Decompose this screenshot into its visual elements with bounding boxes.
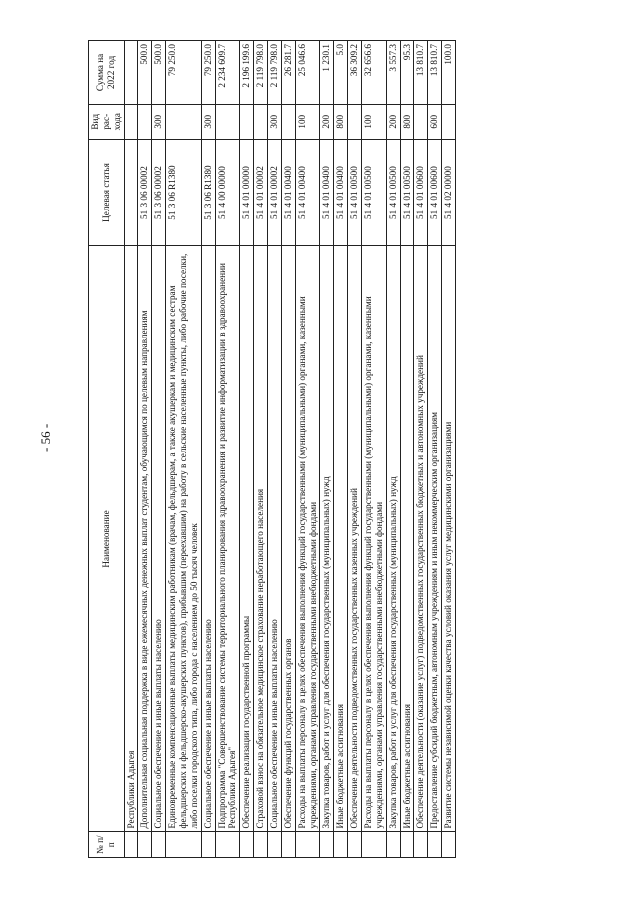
table-row <box>152 41 166 858</box>
cell-name: Обеспечение деятельности (оказание услуг) подведомственных государственных бюджетных и автономных учреждений <box>414 246 428 832</box>
table-body <box>124 41 455 858</box>
budget-table-sheet <box>88 40 558 858</box>
cell-name: Подпрограмма "Совершенствование системы территориального планирования здравоохранения и развитие информатизации в здравоохранении Республики Адыгея" <box>215 246 240 832</box>
cell-sum: 500.0 <box>152 41 166 105</box>
cell-kind <box>240 104 254 139</box>
header-name: Наименование <box>89 246 125 832</box>
cell-no <box>295 832 320 858</box>
header-no: № п/п <box>89 832 125 858</box>
cell-kind: 300 <box>268 104 282 139</box>
cell-no <box>124 832 138 858</box>
cell-sum: 5.0 <box>334 41 348 105</box>
cell-target: 51 4 02 00000 <box>442 139 456 246</box>
cell-target: 51 4 01 00002 <box>254 139 268 246</box>
cell-kind: 100 <box>295 104 320 139</box>
cell-sum: 2 196 199.6 <box>240 41 254 105</box>
cell-sum: 2 119 798.0 <box>254 41 268 105</box>
cell-sum: 25 046.6 <box>295 41 320 105</box>
cell-name: Обеспечение деятельности подведомственных государственных казенных учреждений <box>348 246 362 832</box>
cell-kind: 300 <box>152 104 166 139</box>
cell-target: 51 3 06 00002 <box>138 139 152 246</box>
table-header-row <box>89 41 125 858</box>
cell-target: 51 3 06 00002 <box>152 139 166 246</box>
cell-sum <box>124 41 138 105</box>
cell-target: 51 4 01 00500 <box>348 139 362 246</box>
cell-name: Республики Адыгея <box>124 246 138 832</box>
cell-no <box>240 832 254 858</box>
cell-kind <box>124 104 138 139</box>
cell-target: 51 3 06 R1380 <box>201 139 215 246</box>
cell-kind: 800 <box>334 104 348 139</box>
cell-target: 51 4 01 00500 <box>400 139 414 246</box>
cell-name: Единовременные компенсационные выплаты медицинским работникам (врачам, фельдшерам, а также акушеркам и медицинским сестрам фельдшерских и фельдшерско-акушерских пунктов), прибывшим (переехавшим) на работу в сельские населенные пункты, либо рабочие поселки, либо поселки городского типа, либо города с населением до 50 тысяч человек <box>166 246 202 832</box>
cell-kind <box>442 104 456 139</box>
cell-kind <box>348 104 362 139</box>
cell-sum: 3 557.3 <box>386 41 400 105</box>
cell-target: 51 4 01 00500 <box>362 139 387 246</box>
cell-name: Социальное обеспечение и иные выплаты населению <box>152 246 166 832</box>
cell-sum: 1 230.1 <box>320 41 334 105</box>
cell-target: 51 4 00 00000 <box>215 139 240 246</box>
cell-no <box>166 832 202 858</box>
cell-target: 51 4 01 00400 <box>320 139 334 246</box>
cell-target: 51 4 01 00002 <box>268 139 282 246</box>
cell-no <box>362 832 387 858</box>
cell-sum: 79 250.0 <box>166 41 202 105</box>
cell-sum: 100.0 <box>442 41 456 105</box>
cell-target: 51 4 01 00600 <box>428 139 442 246</box>
table-row <box>362 41 387 858</box>
cell-target: 51 3 06 R1380 <box>166 139 202 246</box>
cell-target: 51 4 01 00400 <box>281 139 295 246</box>
cell-name: Предоставление субсидий бюджетным, автономным учреждениям и иным некоммерческим организациям <box>428 246 442 832</box>
cell-sum: 2 119 798.0 <box>268 41 282 105</box>
table-row <box>215 41 240 858</box>
cell-target: 51 4 01 00400 <box>295 139 320 246</box>
cell-no <box>215 832 240 858</box>
cell-target <box>124 139 138 246</box>
table-row <box>428 41 442 858</box>
cell-sum: 13 810.7 <box>428 41 442 105</box>
table-row <box>268 41 282 858</box>
cell-no <box>442 832 456 858</box>
cell-kind <box>281 104 295 139</box>
cell-name: Социальное обеспечение и иные выплаты населению <box>201 246 215 832</box>
cell-kind: 800 <box>400 104 414 139</box>
table-row <box>124 41 138 858</box>
cell-kind <box>414 104 428 139</box>
budget-table <box>88 40 456 858</box>
cell-no <box>348 832 362 858</box>
cell-sum: 79 250.0 <box>201 41 215 105</box>
cell-kind <box>138 104 152 139</box>
cell-sum: 13 810.7 <box>414 41 428 105</box>
table-row <box>138 41 152 858</box>
cell-no <box>281 832 295 858</box>
cell-kind <box>215 104 240 139</box>
cell-sum: 32 656.6 <box>362 41 387 105</box>
table-row <box>254 41 268 858</box>
cell-sum: 36 309.2 <box>348 41 362 105</box>
cell-target: 51 4 01 00600 <box>414 139 428 246</box>
cell-no <box>428 832 442 858</box>
cell-no <box>254 832 268 858</box>
cell-no <box>400 832 414 858</box>
cell-no <box>138 832 152 858</box>
table-row <box>166 41 202 858</box>
cell-no <box>152 832 166 858</box>
cell-name: Страховой взнос на обязательное медицинское страхование неработающего населения <box>254 246 268 832</box>
table-row <box>414 41 428 858</box>
cell-target: 51 4 01 00500 <box>386 139 400 246</box>
cell-name: Дополнительная социальная поддержка в виде ежемесячных денежных выплат студентам, обучающимся по целевым направлениям <box>138 246 152 832</box>
header-kind: Вид рас- хода <box>89 104 125 139</box>
cell-kind: 200 <box>386 104 400 139</box>
cell-name: Обеспечение функций государственных органов <box>281 246 295 832</box>
cell-target: 51 4 01 00000 <box>240 139 254 246</box>
cell-name: Развитие системы независимой оценки качества условий оказания услуг медицинскими организациями <box>442 246 456 832</box>
table-row <box>240 41 254 858</box>
cell-name: Расходы на выплаты персоналу в целях обеспечения выполнения функций государственными (муниципальными) органами, казенными учреждениями, органами управления государственными внебюджетными фондами <box>362 246 387 832</box>
cell-name: Обеспечение реализации государственной программы <box>240 246 254 832</box>
table-row <box>386 41 400 858</box>
cell-no <box>334 832 348 858</box>
cell-sum: 2 234 609.7 <box>215 41 240 105</box>
cell-name: Закупка товаров, работ и услуг для обеспечения государственных (муниципальных) нужд <box>320 246 334 832</box>
cell-name: Иные бюджетные ассигнования <box>400 246 414 832</box>
table-row <box>348 41 362 858</box>
cell-name: Социальное обеспечение и иные выплаты населению <box>268 246 282 832</box>
page-number: - 56 - <box>38 423 53 452</box>
cell-kind <box>254 104 268 139</box>
cell-no <box>268 832 282 858</box>
table-row <box>334 41 348 858</box>
cell-target: 51 4 01 00400 <box>334 139 348 246</box>
cell-kind: 600 <box>428 104 442 139</box>
table-row <box>400 41 414 858</box>
cell-kind: 100 <box>362 104 387 139</box>
table-row <box>201 41 215 858</box>
table-row <box>295 41 320 858</box>
table-row <box>320 41 334 858</box>
cell-no <box>386 832 400 858</box>
cell-name: Закупка товаров, работ и услуг для обеспечения государственных (муниципальных) нужд <box>386 246 400 832</box>
cell-kind: 200 <box>320 104 334 139</box>
cell-sum: 95.3 <box>400 41 414 105</box>
header-target: Целевая статья <box>89 139 125 246</box>
cell-kind: 300 <box>201 104 215 139</box>
cell-name: Расходы на выплаты персоналу в целях обеспечения выполнения функций государственными (муниципальными) органами, казенными учреждениями, органами управления государственными внебюджетными фондами <box>295 246 320 832</box>
cell-name: Иные бюджетные ассигнования <box>334 246 348 832</box>
cell-sum: 26 281.7 <box>281 41 295 105</box>
cell-no <box>201 832 215 858</box>
table-row <box>281 41 295 858</box>
cell-no <box>320 832 334 858</box>
cell-kind <box>166 104 202 139</box>
cell-sum: 500.0 <box>138 41 152 105</box>
table-row <box>442 41 456 858</box>
cell-no <box>414 832 428 858</box>
header-sum: Сумма на 2022 год <box>89 41 125 105</box>
